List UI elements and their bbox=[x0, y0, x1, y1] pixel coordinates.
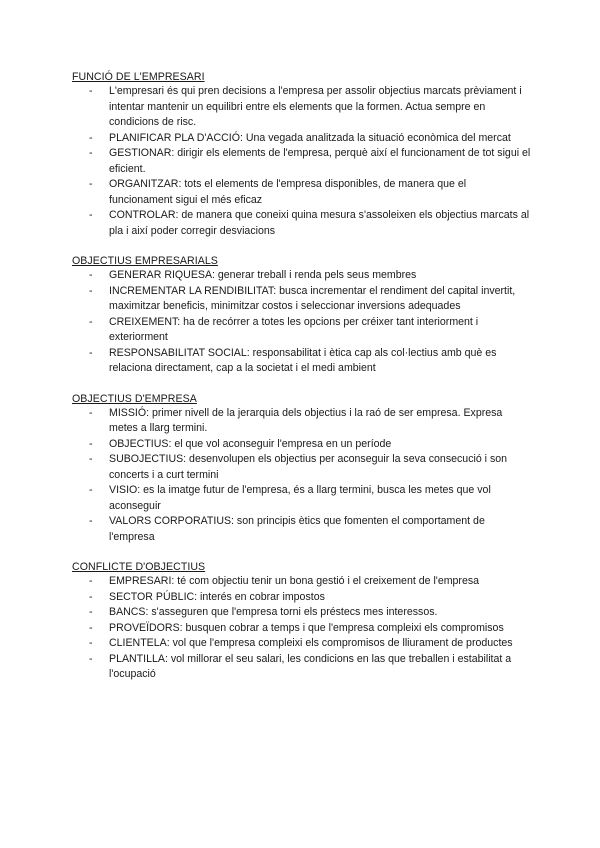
dash-bullet: - bbox=[89, 575, 93, 587]
list-item-text: MISSIÓ: primer nivell de la jerarquia dels objectius i la raó de ser empresa. Expresa metes a llarg termini. bbox=[109, 406, 503, 434]
list-item-text: PROVEÏDORS: busquen cobrar a temps i que l'empresa compleixi els compromisos bbox=[109, 621, 504, 634]
list-item-text: CREIXEMENT: ha de recórrer a totes les opcions per créixer tant interiorment i exteriorment bbox=[109, 315, 479, 343]
list-item-text: OBJECTIUS: el que vol aconseguir l'empresa en un període bbox=[109, 437, 392, 450]
list-item bbox=[72, 636, 532, 652]
list-item-text: RESPONSABILITAT SOCIAL: responsabilitat i ètica cap als col·lectius amb què es relaciona directament, cap a la societat i el medi ambient bbox=[109, 346, 497, 374]
list-item bbox=[72, 652, 532, 683]
list-item-text: PLANIFICAR PLA D'ACCIÓ: Una vegada analitzada la situació econòmica del mercat bbox=[109, 131, 511, 144]
list-item bbox=[72, 452, 532, 483]
dash-bullet: - bbox=[89, 637, 93, 649]
dash-bullet: - bbox=[89, 437, 93, 450]
dash-bullet: - bbox=[89, 453, 93, 465]
dash-bullet: - bbox=[89, 315, 93, 328]
list-item bbox=[72, 621, 532, 637]
bullet-list bbox=[72, 406, 532, 546]
dash-bullet: - bbox=[89, 606, 93, 618]
section-heading: OBJECTIUS EMPRESARIALS bbox=[72, 255, 218, 267]
dash-bullet: - bbox=[89, 131, 93, 144]
list-item-text: VISIO: es la imatge futur de l'empresa, és a llarg termini, busca les metes que vol aconseguir bbox=[109, 484, 491, 512]
list-item bbox=[72, 406, 532, 437]
bullet-list bbox=[72, 574, 532, 683]
bullet-list bbox=[72, 84, 532, 239]
list-item-text: CLIENTELA: vol que l'empresa compleixi els compromisos de lliurament de productes bbox=[109, 637, 513, 649]
list-item bbox=[72, 84, 532, 131]
section-heading: OBJECTIUS D'EMPRESA bbox=[72, 392, 197, 405]
dash-bullet: - bbox=[89, 515, 93, 527]
list-item-text: GENERAR RIQUESA: generar treball i renda pels seus membres bbox=[109, 269, 417, 281]
list-item-text: VALORS CORPORATIUS: son principis ètics que fomenten el comportament de l'empresa bbox=[109, 515, 485, 543]
dash-bullet: - bbox=[89, 621, 93, 634]
dash-bullet: - bbox=[89, 85, 93, 97]
list-item-text: BANCS: s'asseguren que l'empresa torni els préstecs mes interessos. bbox=[109, 606, 438, 618]
dash-bullet: - bbox=[89, 269, 93, 281]
dash-bullet: - bbox=[89, 590, 93, 603]
section-heading: FUNCIÓ DE L'EMPRESARI bbox=[72, 71, 205, 83]
list-item bbox=[72, 574, 532, 590]
list-item-text: SECTOR PÚBLIC: interés en cobrar impostos bbox=[109, 590, 325, 603]
list-item bbox=[72, 315, 532, 346]
list-item bbox=[72, 437, 532, 453]
list-item-text: EMPRESARI: té com objectiu tenir un bona gestió i el creixement de l'empresa bbox=[109, 575, 480, 587]
section-heading: CONFLICTE D'OBJECTIUS bbox=[72, 561, 206, 573]
list-item bbox=[72, 268, 532, 284]
list-item bbox=[72, 346, 532, 377]
list-item bbox=[72, 590, 532, 606]
list-item bbox=[72, 208, 532, 239]
list-item-text: INCREMENTAR LA RENDIBILITAT: busca incrementar el rendiment del capital invertit, maximitzar beneficis, minimitzar costos i seleccionar inversions adequades bbox=[109, 284, 516, 312]
list-item bbox=[72, 131, 532, 147]
section-objectius-empresa bbox=[72, 392, 532, 546]
list-item-text: CONTROLAR: de manera que coneixi quina mesura s'assoleixen els objectius marcats al pla i així poder corregir desviacions bbox=[109, 209, 530, 237]
dash-bullet: - bbox=[89, 652, 93, 665]
list-item bbox=[72, 483, 532, 514]
dash-bullet: - bbox=[89, 209, 93, 221]
section-conflicte-objectius bbox=[72, 560, 532, 683]
list-item-text: SUBOJECTIUS: desenvolupen els objectius per aconseguir la seva consecució i son concerts i a curt termini bbox=[109, 453, 508, 481]
list-item-text: ORGANITZAR: tots el elements de l'empresa disponibles, de manera que el funcionament sigui el més eficaz bbox=[109, 178, 467, 206]
list-item bbox=[72, 146, 532, 177]
dash-bullet: - bbox=[89, 484, 93, 496]
list-item-text: PLANTILLA: vol millorar el seu salari, les condicions en las que treballen i estabilitat a l'ocupació bbox=[109, 652, 512, 680]
list-item bbox=[72, 177, 532, 208]
dash-bullet: - bbox=[89, 178, 93, 190]
list-item-text: L'empresari és qui pren decisions a l'empresa per assolir objectius marcats prèviament i intentar mantenir un equilibri entre els elements que la formen. Actua sempre en condicions de risc. bbox=[109, 85, 522, 128]
list-item-text: GESTIONAR: dirigir els elements de l'empresa, perquè així el funcionament de tot sigui el eficient. bbox=[109, 147, 531, 175]
section-objectius-empresarials bbox=[72, 254, 532, 377]
dash-bullet: - bbox=[89, 284, 93, 297]
dash-bullet: - bbox=[89, 346, 93, 359]
dash-bullet: - bbox=[89, 406, 93, 419]
document-page bbox=[72, 70, 532, 698]
dash-bullet: - bbox=[89, 147, 93, 159]
list-item bbox=[72, 605, 532, 621]
list-item bbox=[72, 514, 532, 545]
section-funcio-empresari bbox=[72, 70, 532, 239]
bullet-list bbox=[72, 268, 532, 377]
list-item bbox=[72, 284, 532, 315]
